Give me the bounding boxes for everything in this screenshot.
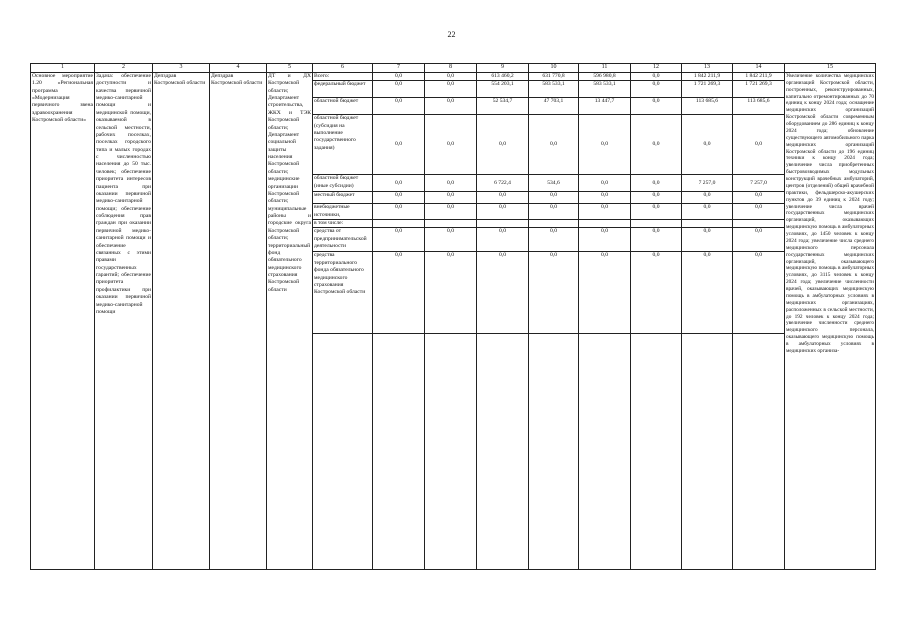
header-cell: 10 bbox=[529, 64, 579, 73]
value-cell: 0,0 bbox=[425, 175, 477, 192]
value-cell: 613 460,2 bbox=[477, 72, 529, 80]
value-cell: 0,0 bbox=[425, 72, 477, 80]
value-cell: 0,0 bbox=[579, 204, 631, 220]
value-cell: 0,0 bbox=[425, 252, 477, 334]
participants-cell: ДТ и ДХ Костромской области; Департамент строительства, ЖКХ и ТЭК Костромской области; Департамент социальной защиты населения Костромской области; медицинские организации Костромской области; муниципальные районы и городские округа Костромской области; территориальный фонд обязательного медицинского страхования Костромской области bbox=[267, 72, 313, 569]
value-cell: 1 721 269,3 bbox=[682, 81, 733, 98]
value-cell: 0,0 bbox=[579, 228, 631, 252]
value-cell bbox=[425, 220, 477, 228]
value-cell: 0,0 bbox=[579, 175, 631, 192]
event-name-cell: Основное мероприятие 1.20 «Региональная программа «Модернизация первичного звена здравоохранения Костромской области» bbox=[31, 72, 95, 569]
header-cell: 13 bbox=[682, 64, 733, 73]
value-cell: 0,0 bbox=[373, 115, 425, 175]
value-cell bbox=[373, 220, 425, 228]
table-row bbox=[31, 72, 876, 80]
value-cell bbox=[529, 220, 579, 228]
empty-cell bbox=[733, 334, 785, 570]
value-cell: 0,0 bbox=[733, 115, 785, 175]
value-cell: 0,0 bbox=[631, 98, 682, 115]
header-cell: 12 bbox=[631, 64, 682, 73]
value-cell: 7 257,0 bbox=[682, 175, 733, 192]
value-cell bbox=[631, 220, 682, 228]
program-table bbox=[30, 63, 876, 570]
value-cell: 0,0 bbox=[631, 192, 682, 204]
value-cell: 0,0 bbox=[425, 115, 477, 175]
value-cell: 1 842 211,9 bbox=[682, 72, 733, 80]
empty-cell bbox=[682, 334, 733, 570]
header-cell: 14 bbox=[733, 64, 785, 73]
value-cell: 0,0 bbox=[631, 115, 682, 175]
value-cell bbox=[682, 220, 733, 228]
value-cell: 0,0 bbox=[529, 115, 579, 175]
funding-source-cell: средства от предпринимательской деятельности bbox=[313, 228, 373, 252]
value-cell: 583 533,1 bbox=[529, 81, 579, 98]
value-cell: 0,0 bbox=[529, 228, 579, 252]
value-cell: 0,0 bbox=[682, 252, 733, 334]
value-cell: 0,0 bbox=[579, 252, 631, 334]
value-cell: 0,0 bbox=[631, 252, 682, 334]
task-cell: Задача: обеспечение доступности и качества первичной медико-санитарной помощи и медицинской помощи, оказываемой в сельской местности, рабочих поселках, поселках городского типа и малых городах с численностью населения до 50 тыс. человек; обеспечение приоритета интересов пациента при оказании первичной медико-санитарной помощи; обеспечение соблюдения прав граждан при оказании первичной медико-санитарной помощи и обеспечение связанных с этими правами государственных гарантий; обеспечение приоритета профилактики при оказании первичной медико-санитарной помощи bbox=[95, 72, 153, 569]
value-cell bbox=[477, 220, 529, 228]
value-cell: 113 685,6 bbox=[733, 98, 785, 115]
value-cell: 0,0 bbox=[373, 72, 425, 80]
expected-results-cell: Увеличение количества медицинских организаций Костромской области, построенных, реконструированных, капитально отремонтированных до 70 единиц к концу 2024 года; оснащение медицинских организаций Костромской области современным оборудованием до 286 единиц к концу 2024 года; обновление существующего автомобильного парка медицинских организаций Костромской области до 196 единиц техники к концу 2024 года; увеличение числа приобретенных быстровозводимых модульных конструкций врачебных амбулаторий, центров (отделений) общей врачебной практики, фельдшерско-акушерских пунктов до 39 единиц к 2024 году; увеличение числа врачей государственных медицинских организаций, оказывающих медицинскую помощь в амбулаторных условиях, до 1450 человек к концу 2024 года; увеличение числа среднего медицинского персонала государственных медицинских организаций, оказывающего медицинскую помощь в амбулаторных условиях, до 3115 человек к концу 2024 года; увеличение численности врачей, оказывающих медицинскую помощь в амбулаторных условиях в медицинских организациях, расположенных в сельской местности, до 192 человек к концу 2024 года; увеличение численности среднего медицинского персонала, оказывающего медицинскую помощь в амбулаторных условиях в медицинских организа- bbox=[785, 72, 876, 569]
value-cell bbox=[733, 220, 785, 228]
header-cell: 5 bbox=[267, 64, 313, 73]
value-cell: 0,0 bbox=[733, 204, 785, 220]
value-cell: 583 533,1 bbox=[579, 81, 631, 98]
funding-source-cell: областной бюджет (субсидия на выполнение государственного задания) bbox=[313, 115, 373, 175]
header-cell: 11 bbox=[579, 64, 631, 73]
value-cell: 0,0 bbox=[631, 228, 682, 252]
value-cell: 1 842 211,9 bbox=[733, 72, 785, 80]
value-cell: 0,0 bbox=[477, 115, 529, 175]
header-cell: 6 bbox=[313, 64, 373, 73]
header-cell: 2 bbox=[95, 64, 153, 73]
value-cell: 113 685,6 bbox=[682, 98, 733, 115]
funding-source-cell: областной бюджет bbox=[313, 98, 373, 115]
value-cell: 7 257,0 bbox=[733, 175, 785, 192]
page-number: 22 bbox=[447, 30, 456, 39]
header-cell: 4 bbox=[210, 64, 267, 73]
value-cell: 0,0 bbox=[529, 204, 579, 220]
value-cell: 0,0 bbox=[373, 192, 425, 204]
header-cell: 3 bbox=[153, 64, 210, 73]
value-cell: 0,0 bbox=[373, 98, 425, 115]
header-cell: 8 bbox=[425, 64, 477, 73]
value-cell: 0,0 bbox=[631, 204, 682, 220]
value-cell: 0,0 bbox=[425, 98, 477, 115]
value-cell: 0,0 bbox=[529, 252, 579, 334]
value-cell bbox=[579, 220, 631, 228]
value-cell: 596 980,8 bbox=[579, 72, 631, 80]
value-cell: 554 203,1 bbox=[477, 81, 529, 98]
responsible-executor-cell: Депздрав Костромской области bbox=[153, 72, 210, 569]
funding-source-cell: внебюджетные источники, bbox=[313, 204, 373, 220]
funding-source-cell: Всего: bbox=[313, 72, 373, 80]
value-cell: 0,0 bbox=[425, 81, 477, 98]
value-cell: 0,0 bbox=[477, 252, 529, 334]
value-cell: 0,0 bbox=[373, 204, 425, 220]
co-executor-cell: Депздрав Костромской области bbox=[210, 72, 267, 569]
header-cell: 15 bbox=[785, 64, 876, 73]
value-cell: 0,0 bbox=[682, 228, 733, 252]
value-cell: 0,0 bbox=[733, 192, 785, 204]
value-cell: 0,0 bbox=[733, 228, 785, 252]
value-cell: 0,0 bbox=[682, 204, 733, 220]
value-cell: 0,0 bbox=[733, 252, 785, 334]
funding-source-cell: областной бюджет (иные субсидии) bbox=[313, 175, 373, 192]
funding-source-cell: в том числе: bbox=[313, 220, 373, 228]
empty-cell bbox=[425, 334, 477, 570]
value-cell: 13 447,7 bbox=[579, 98, 631, 115]
value-cell: 0,0 bbox=[373, 175, 425, 192]
value-cell: 1 721 269,3 bbox=[733, 81, 785, 98]
value-cell: 0,0 bbox=[579, 115, 631, 175]
value-cell: 534,6 bbox=[529, 175, 579, 192]
empty-cell bbox=[373, 334, 425, 570]
empty-cell bbox=[579, 334, 631, 570]
empty-cell bbox=[631, 334, 682, 570]
header-cell: 7 bbox=[373, 64, 425, 73]
value-cell: 52 534,7 bbox=[477, 98, 529, 115]
value-cell: 0,0 bbox=[477, 228, 529, 252]
value-cell: 47 703,1 bbox=[529, 98, 579, 115]
value-cell: 0,0 bbox=[373, 81, 425, 98]
value-cell: 0,0 bbox=[477, 192, 529, 204]
funding-source-cell: средства территориального фонда обязательного медицинского страхования Костромской области bbox=[313, 252, 373, 334]
value-cell: 0,0 bbox=[477, 204, 529, 220]
value-cell: 0,0 bbox=[682, 192, 733, 204]
value-cell: 0,0 bbox=[425, 192, 477, 204]
value-cell: 0,0 bbox=[425, 228, 477, 252]
value-cell: 0,0 bbox=[579, 192, 631, 204]
empty-cell bbox=[313, 334, 373, 570]
value-cell: 0,0 bbox=[631, 81, 682, 98]
value-cell: 0,0 bbox=[425, 204, 477, 220]
funding-source-cell: местный бюджет bbox=[313, 192, 373, 204]
value-cell: 0,0 bbox=[631, 175, 682, 192]
value-cell: 0,0 bbox=[373, 252, 425, 334]
header-cell: 9 bbox=[477, 64, 529, 73]
value-cell: 0,0 bbox=[631, 72, 682, 80]
funding-source-cell: федеральный бюджет bbox=[313, 81, 373, 98]
value-cell: 631 770,8 bbox=[529, 72, 579, 80]
empty-cell bbox=[529, 334, 579, 570]
value-cell: 0,0 bbox=[682, 115, 733, 175]
empty-cell bbox=[477, 334, 529, 570]
header-cell: 1 bbox=[31, 64, 95, 73]
value-cell: 6 722,4 bbox=[477, 175, 529, 192]
value-cell: 0,0 bbox=[529, 192, 579, 204]
value-cell: 0,0 bbox=[373, 228, 425, 252]
header-row bbox=[31, 64, 876, 73]
